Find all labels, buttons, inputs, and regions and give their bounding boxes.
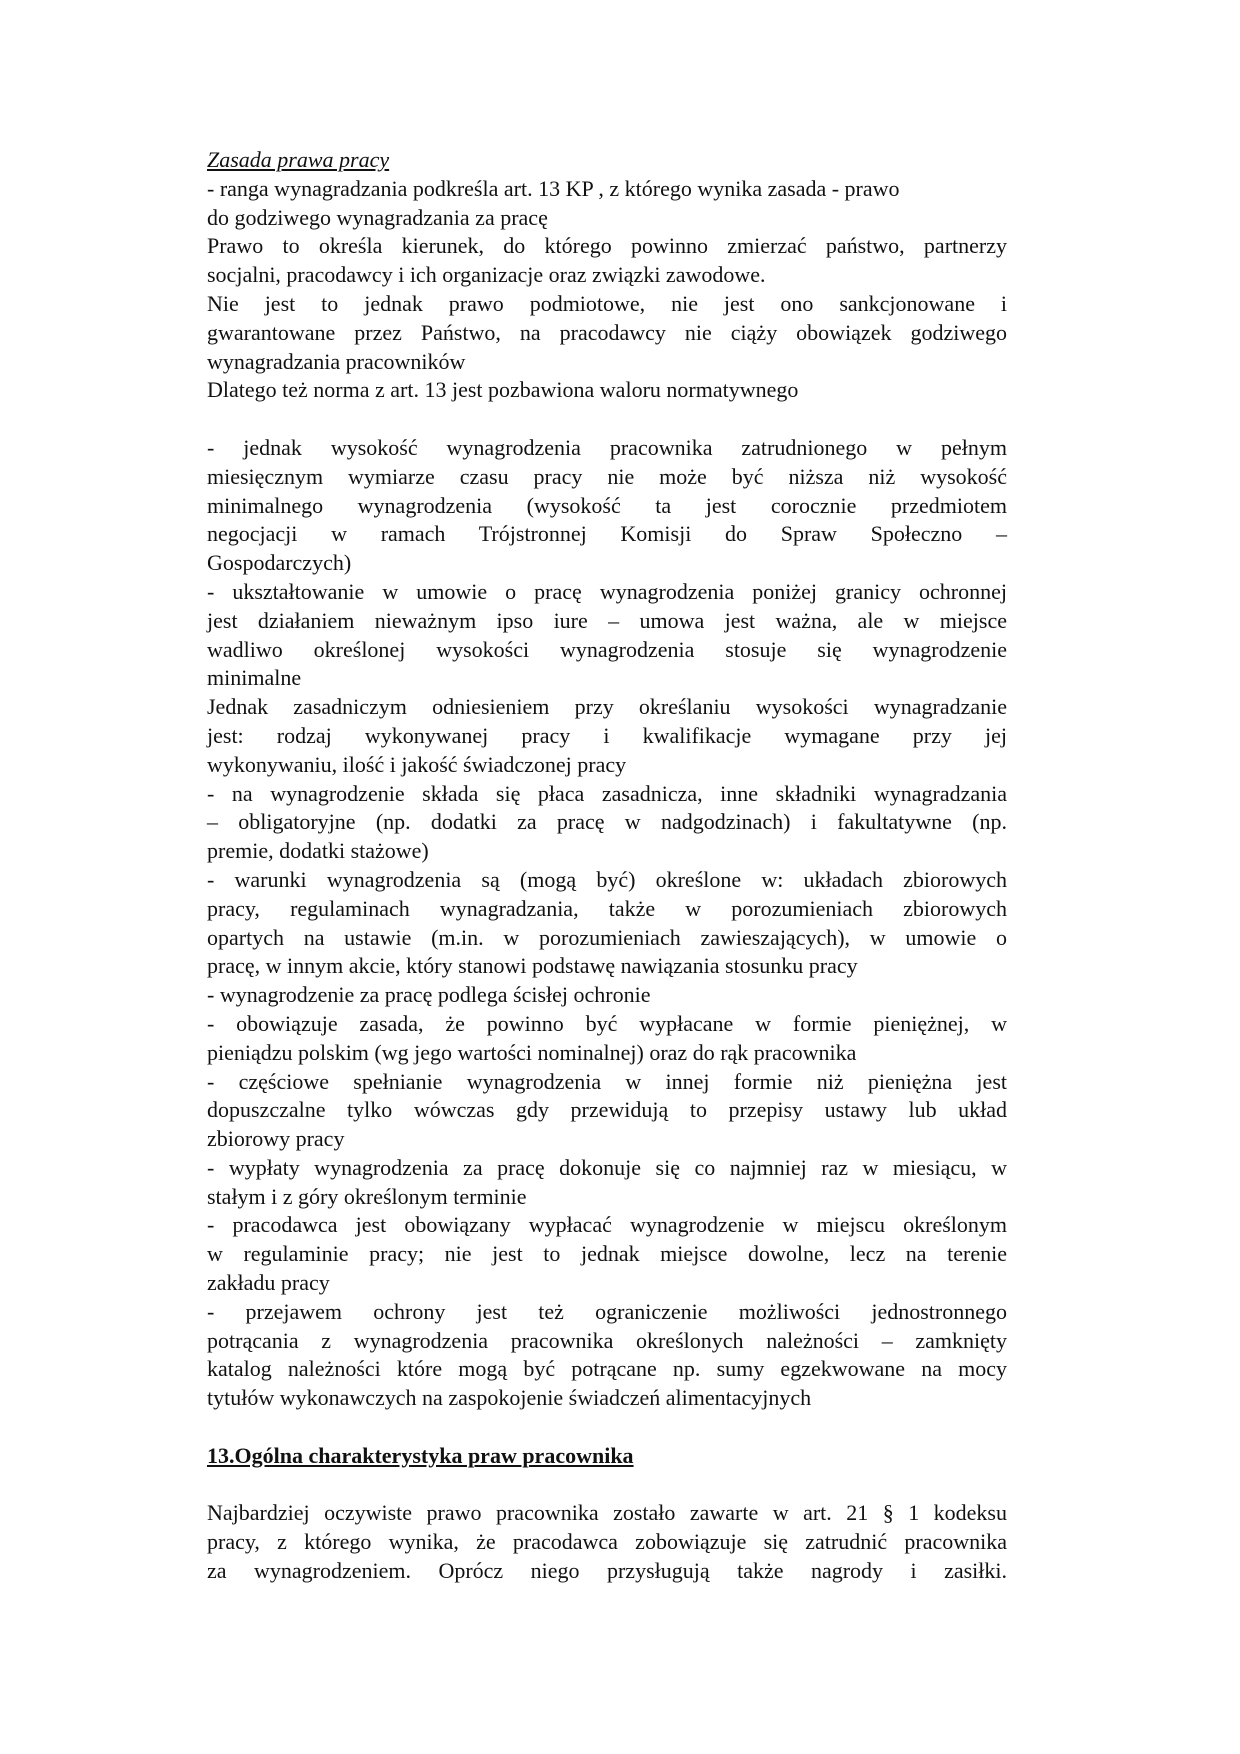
text-line: - przejawem ochrony jest też ograniczenie możliwości jednostronnego	[207, 1298, 1007, 1324]
text-line: pracy, z którego wynika, że pracodawca zobowiązuje się zatrudnić pracownika	[207, 1529, 1007, 1555]
text-line: katalog należności które mogą być potrącane np. sumy egzekwowane na mocy	[207, 1356, 1007, 1382]
text-line: - obowiązuje zasada, że powinno być wypłacane w formie pieniężnej, w	[207, 1010, 1007, 1036]
text-line: pieniądzu polskim (wg jego wartości nominalnej) oraz do rąk pracownika	[207, 1039, 857, 1065]
text-line: dopuszczalne tylko wówczas gdy przewidują to przepisy ustawy lub układ	[207, 1097, 1007, 1123]
text-line: Dlatego też norma z art. 13 jest pozbawiona waloru normatywnego	[207, 377, 799, 403]
text-line: Najbardziej oczywiste prawo pracownika zostało zawarte w art. 21 § 1 kodeksu	[207, 1500, 1007, 1526]
text-line: – obligatoryjne (np. dodatki za pracę w nadgodzinach) i fakultatywne (np.	[207, 809, 1007, 835]
text-line: zbiorowy pracy	[207, 1126, 345, 1152]
section-heading-prawa-pracownika: 13.Ogólna charakterystyka praw pracownika	[207, 1442, 634, 1468]
text-line: opartych na ustawie (m.in. w porozumieniach zawieszających), w umowie o	[207, 924, 1007, 950]
section2-paragraph	[207, 1499, 1007, 1585]
text-line: pracy, regulaminach wynagradzania, także w porozumieniach zbiorowych	[207, 895, 1007, 921]
document-page	[207, 146, 1007, 1586]
section-heading-zasada: Zasada prawa pracy	[207, 147, 390, 172]
text-line: socjalni, pracodawcy i ich organizacje oraz związki zawodowe.	[207, 262, 766, 288]
text-line: - na wynagrodzenie składa się płaca zasadnicza, inne składniki wynagradzania	[207, 780, 1007, 806]
section1-paragraph-intro	[207, 175, 1007, 405]
text-line: jest działaniem nieważnym ipso iure – umowa jest ważna, ale w miejsce	[207, 607, 1007, 633]
text-line: Jednak zasadniczym odniesieniem przy określaniu wysokości wynagradzanie	[207, 694, 1007, 720]
text-line: w regulaminie pracy; nie jest to jednak miejsce dowolne, lecz na terenie	[207, 1241, 1007, 1267]
text-line: potrącania z wynagrodzenia pracownika określonych należności – zamknięty	[207, 1327, 1007, 1353]
text-line: zakładu pracy	[207, 1270, 330, 1296]
text-line: gwarantowane przez Państwo, na pracodawcy nie ciąży obowiązek godziwego	[207, 319, 1007, 345]
text-line: - ranga wynagradzania podkreśla art. 13 KP , z którego wynika zasada - prawo	[207, 175, 900, 201]
text-line: tytułów wykonawczych na zaspokojenie świadczeń alimentacyjnych	[207, 1385, 812, 1411]
text-line: - pracodawca jest obowiązany wypłacać wynagrodzenie w miejscu określonym	[207, 1212, 1007, 1238]
paragraph-spacer	[207, 1413, 1007, 1442]
text-line: za wynagrodzeniem. Oprócz niego przysługują także nagrody i zasiłki.	[207, 1558, 1007, 1584]
text-line: miesięcznym wymiarze czasu pracy nie może być niższa niż wysokość	[207, 463, 1007, 489]
section1-paragraph-body	[207, 434, 1007, 1413]
text-line: wykonywaniu, ilość i jakość świadczonej pracy	[207, 751, 627, 777]
text-line: - wypłaty wynagrodzenia za pracę dokonuje się co najmniej raz w miesiącu, w	[207, 1154, 1007, 1180]
text-line: jest: rodzaj wykonywanej pracy i kwalifikacje wymagane przy jej	[207, 722, 1007, 748]
text-line: do godziwego wynagradzania za pracę	[207, 204, 548, 230]
text-line: - częściowe spełnianie wynagrodzenia w innej formie niż pieniężna jest	[207, 1068, 1007, 1094]
text-line: premie, dodatki stażowe)	[207, 838, 429, 864]
text-line: pracę, w innym akcie, który stanowi podstawę nawiązania stosunku pracy	[207, 953, 858, 979]
paragraph-spacer	[207, 1471, 1007, 1500]
text-line: - jednak wysokość wynagrodzenia pracownika zatrudnionego w pełnym	[207, 434, 1007, 460]
text-line: negocjacji w ramach Trójstronnej Komisji do Spraw Społeczno –	[207, 521, 1007, 547]
text-line: Prawo to określa kierunek, do którego powinno zmierzać państwo, partnerzy	[207, 233, 1007, 259]
text-line: - ukształtowanie w umowie o pracę wynagrodzenia poniżej granicy ochronnej	[207, 578, 1007, 604]
text-line: wadliwo określonej wysokości wynagrodzenia stosuje się wynagrodzenie	[207, 636, 1007, 662]
text-line: Nie jest to jednak prawo podmiotowe, nie jest ono sankcjonowane i	[207, 290, 1007, 316]
text-line: - warunki wynagrodzenia są (mogą być) określone w: układach zbiorowych	[207, 866, 1007, 892]
text-line: wynagradzania pracowników	[207, 348, 466, 374]
text-line: minimalnego wynagrodzenia (wysokość ta jest corocznie przedmiotem	[207, 492, 1007, 518]
text-line: - wynagrodzenie za pracę podlega ścisłej ochronie	[207, 982, 651, 1008]
text-line: Gospodarczych)	[207, 550, 352, 576]
text-line: minimalne	[207, 665, 302, 691]
paragraph-spacer	[207, 405, 1007, 434]
text-line: stałym i z góry określonym terminie	[207, 1183, 527, 1209]
